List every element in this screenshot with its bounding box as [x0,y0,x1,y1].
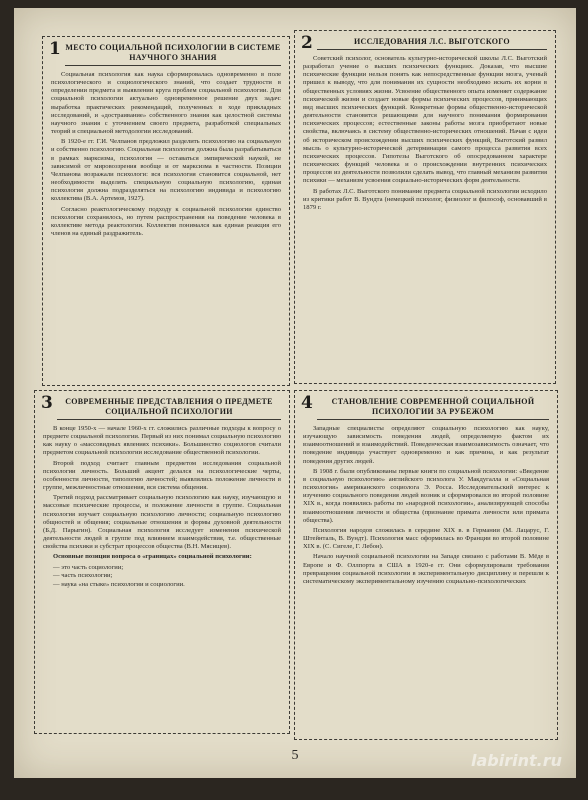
paragraph: В конце 1950-х — начале 1960-х гг. сложились различные подходы к вопросу о предмете социальной психологии. Первый из них понимал социальную психологию как науку о «массовидных явлениях психики». Большинство социологов считали предметом социальной психологии исследование общественной психологии. [43,425,281,457]
boundaries-list [43,564,281,590]
page-number: 5 [291,748,299,763]
section-3 [34,390,290,734]
section-body [43,425,281,589]
paragraph: В работах Л.С. Выготского понимание предмета социальной психологии исходило из критики работ В. Вундта (немецкий психолог, физиолог и философ, основавший в 1879 г. [303,187,547,211]
section-title: СТАНОВЛЕНИЕ СОВРЕМЕННОЙ СОЦИАЛЬНОЙ ПСИХОЛОГИИ ЗА РУБЕЖОМ [317,397,549,420]
section-number: 3 [41,393,53,413]
section-title: ИССЛЕДОВАНИЯ Л.С. ВЫГОТСКОГО [317,37,547,50]
paragraph: В 1908 г. были опубликованы первые книги по социальной психологии: «Введение в социальную психологию» английского психолога У. Макдугалла и «Социальная психология» американского социолога Э. Росса. Исследовательский интерес к изучению социального поведения людей возник и сформировался во второй половине XIX в., когда появились работы по «народной психологии», анализирующей способы взаимоотношения личности и общества (признание примата личности или примата общества). [303,467,549,524]
section-2 [294,30,556,384]
paragraph: Советский психолог, основатель культурно-исторической школы Л.С. Выготский разработал учение о высших психических функциях. Доказав, что высшие психические функции нельзя понять как непосредственные функции мозга, ученый пришел к выводу, что для понимания их сущности необходимо искать их корни в общественных условиях жизни. Усвоение общественного опыта изменяет содержание психической жизни и создает новые формы психических процессов, принимающих вид высших психических функций. Конкретные формы общественно-исторической деятельности становятся решающими для научного понимания формирования психических процессов; естественные законы работы мозга приобретают новые свойства, включаясь в систему общественно-исторических отношений. Начав с идеи об историческом происхождении высших психических функций, Выготский развил мысль о культурно-исторической детерминации самого процесса развития всех психических процессов. Гипотезы Выготского об опосредованном характере психических функций человека и о происхождении внутренних психических процессов из деятельности позволили сделать вывод, что главный механизм развития психики — механизм усвоения социально-исторических форм деятельности. [303,55,547,185]
list-item: — это часть социологии; [53,563,124,571]
section-body [303,425,549,586]
paragraph: Социальная психология как наука сформировалась одновременно в поле психологического и социологического знаний, что создает трудности в определении предмета и выявлении круга проблем социальной психологии. Для социальной психологии актуально одновременное решение двух задач: выработка практических рекомендаций, полученных в ходе прикладных исследований, и «достраивание» собственного знания как целостной системы научного знания с уточнением своего предмета, разработкой специальных теорий и специальной методологии исследований. [51,71,281,136]
list-item: — наука «на стыке» психологии и социологии. [53,580,185,588]
watermark: labirint.ru [471,751,562,770]
paragraph: Психология народов сложилась в середине XIX в. в Германии (М. Лацарус, Г. Штейнталь, В. Вундт). Психология масс оформилась во Франции во второй половине XIX в. (С. Сигеле, Г. Лебон). [303,526,549,551]
paragraph: В 1920-е гг. Г.И. Челпанов предложил разделить психологию на социальную и собственно психологию. Социальная психология должна была разрабатываться в рамках марксизма, психология — оставаться эмпирической наукой, не зависимой от мировоззрения вообще и от марксизма в частности. Позиции Челпанова возражали психологи: вся психология становится социальной, нет необходимости выделять специальную социальную психологию, единая психология должна подразделяться на психологию индивида и психологию коллектива (В.А. Артемов, 1927). [51,138,281,203]
section-number: 4 [301,393,313,413]
paragraph: Основные позиции вопроса о «границах» социальной психологии: [53,553,252,561]
paragraph: Западные специалисты определяют социальную психологию как науку, изучающую зависимость поведения людей, определяемую фактом их взаимоотношений и взаимодействий. Поведенческая взаимозависимость означает, что поведение индивида участвует одновременно и как причина, и как результат поведения других людей. [303,425,549,465]
section-title: СОВРЕМЕННЫЕ ПРЕДСТАВЛЕНИЯ О ПРЕДМЕТЕ СОЦИАЛЬНОЙ ПСИХОЛОГИИ [57,397,281,420]
book-page [14,8,576,778]
section-4 [294,390,558,740]
section-title: МЕСТО СОЦИАЛЬНОЙ ПСИХОЛОГИИ В СИСТЕМЕ НАУЧНОГО ЗНАНИЯ [65,43,281,66]
section-1 [42,36,290,386]
section-body [303,55,547,212]
paragraph: Второй подход считает главным предметом исследования социальной психологии личность. Больший акцент делался на психологические черты, особенности личности, типологию личностей; выявлялись положение личности в группе, межличностные отношения, вся система общения. [43,459,281,492]
section-number: 2 [301,33,313,53]
paragraph: Начало научной социальной психологии на Западе связано с работами В. Мёде в Европе и Ф. Оллпорта в США в 1920-е гг. Они сформулировали требования превращения социальной психологии в экспериментальную дисциплину и перешли к систематическому экспериментальному изучению социально-психологических [303,553,549,585]
section-body [51,71,281,238]
section-number: 1 [49,39,61,59]
paragraph: Согласно реактологическому подходу к социальной психологии единство психологии сохранялось, но путем распространения на поведение человека в коллективе метода реактологии. Коллектив понимался как единая реакция его членов на единый раздражитель. [51,205,281,237]
paragraph: Третий подход рассматривает социальную психологию как науку, изучающую и массовые психические процессы, и положение личности в группе. Социальная психология изучает социальную психологию личности; социальную психологию общностей и общения; социальные отношения и формы духовной деятельности (Б.Д. Парыгин). Социальная психология исследует изменения психической деятельности людей в группе под влиянием взаимодействия, т.е. общественные свойства психики и субстрат процессов общества (В.Н. Мясищев). [43,494,281,551]
list-item: — часть психологии; [53,572,113,580]
